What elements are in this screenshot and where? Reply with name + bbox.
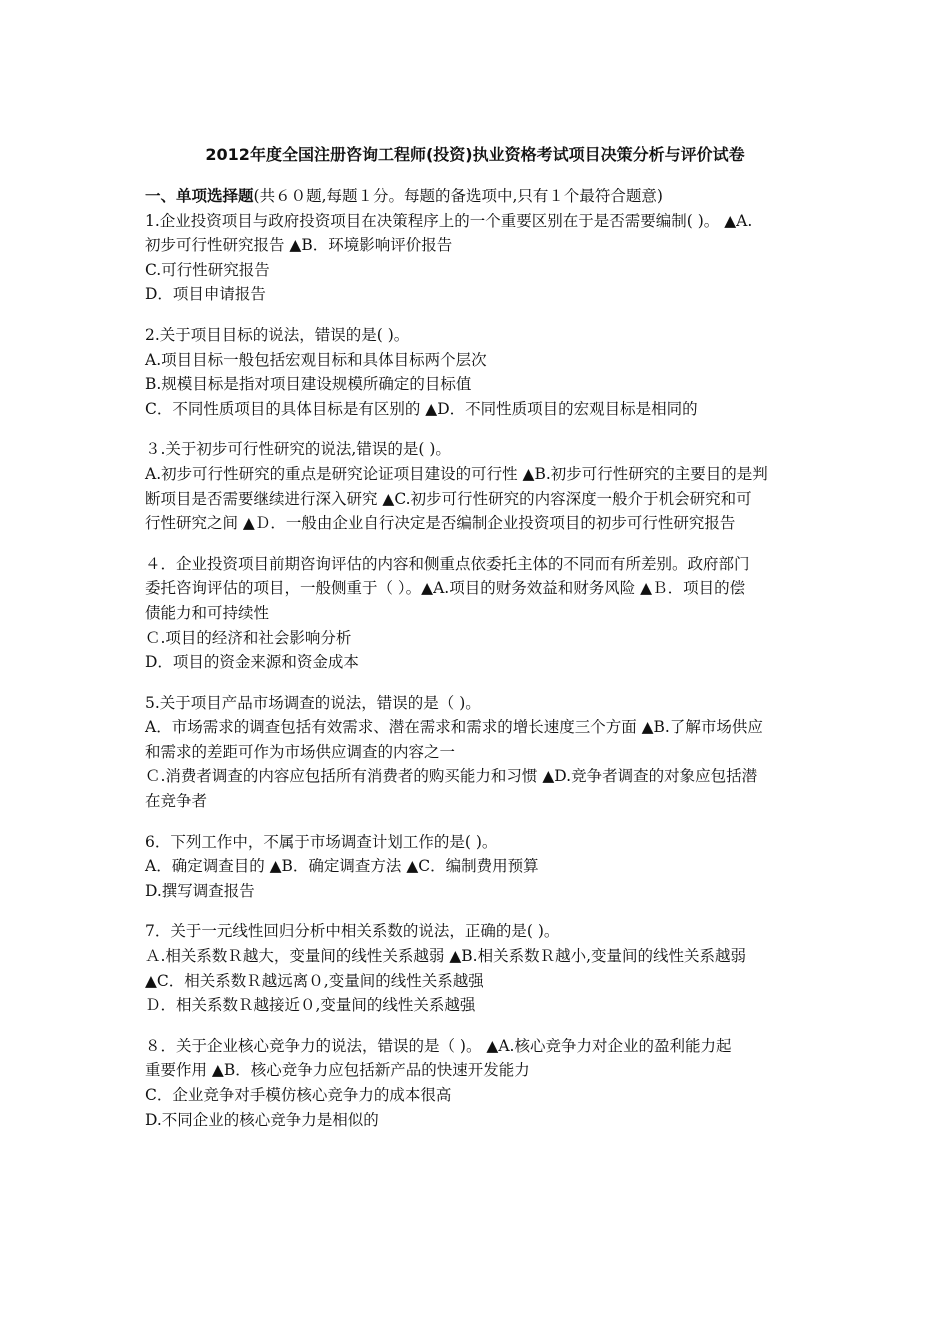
question-line: A.初步可行性研究的重点是研究论证项目建设的可行性 ▲B.初步可行性研究的主要目的是判 (145, 464, 768, 483)
question-line: D.不同企业的核心竞争力是相似的 (145, 1110, 379, 1129)
question-8 (145, 1034, 813, 1132)
spacer (145, 421, 813, 437)
spacer (145, 1018, 813, 1034)
question-line: ４．企业投资项目前期咨询评估的内容和侧重点依委托主体的不同而有所差别。政府部门 (145, 554, 750, 573)
question-line: Ａ.相关系数Ｒ越大，变量间的线性关系越弱 ▲B.相关系数Ｒ越小,变量间的线性关系越弱 (145, 947, 747, 966)
question-line: Ｄ．相关系数Ｒ越接近０,变量间的线性关系越强 (145, 996, 476, 1015)
spacer (145, 675, 813, 691)
question-line: 断项目是否需要继续进行深入研究 ▲C.初步可行性研究的内容深度一般介于机会研究和可 (145, 489, 752, 508)
question-line: 2.关于项目目标的说法，错误的是( )。 (145, 325, 410, 344)
question-line: ▲C．相关系数Ｒ越远离０,变量间的线性关系越强 (145, 971, 484, 990)
question-line: C．企业竞争对手模仿核心竞争力的成本很高 (145, 1086, 452, 1104)
section-heading-label: 一、单项选择题 (145, 187, 254, 205)
question-line: C.可行性研究报告 (145, 260, 270, 279)
question-line: D.撰写调查报告 (145, 881, 255, 900)
question-line: 7．关于一元线性回归分析中相关系数的说法，正确的是( )。 (145, 922, 560, 941)
question-line: 在竞争者 (145, 792, 208, 811)
question-line: 委托咨询评估的项目，一般侧重于（ ）。▲A.项目的财务效益和财务风险 ▲Ｂ．项目的偿 (145, 579, 746, 598)
question-line: 和需求的差距可作为市场供应调查的内容之一 (145, 742, 456, 761)
question-1 (145, 209, 813, 307)
question-line: 行性研究之间 ▲Ｄ．一般由企业自行决定是否编制企业投资项目的初步可行性研究报告 (145, 514, 736, 533)
document-title: 2012年度全国注册咨询工程师(投资)执业资格考试项目决策分析与评价试卷 (205, 145, 745, 164)
question-3 (145, 437, 813, 535)
question-2 (145, 323, 813, 421)
question-line: D．项目申请报告 (145, 285, 266, 304)
question-line: 初步可行性研究报告 ▲B．环境影响评价报告 (145, 236, 453, 255)
spacer (145, 814, 813, 830)
question-line: A．市场需求的调查包括有效需求、潜在需求和需求的增长速度三个方面 ▲B.了解市场供应 (145, 718, 763, 737)
question-line: 6．下列工作中，不属于市场调查计划工作的是( )。 (145, 832, 498, 851)
question-line: 债能力和可持续性 (145, 603, 270, 622)
question-line: B.规模目标是指对项目建设规模所确定的目标值 (145, 375, 472, 394)
question-6 (145, 830, 813, 904)
question-line: C．不同性质项目的具体目标是有区别的 ▲D．不同性质项目的宏观目标是相同的 (145, 399, 698, 418)
question-line: 1.企业投资项目与政府投资项目在决策程序上的一个重要区别在于是否需要编制( )。 ▲A. (145, 211, 753, 230)
question-line: ３.关于初步可行性研究的说法,错误的是( )。 (145, 440, 451, 459)
question-line: Ｃ.消费者调查的内容应包括所有消费者的购买能力和习惯 ▲D.竞争者调查的对象应包括潜 (145, 767, 758, 786)
question-line: A．确定调查目的 ▲B．确定调查方法 ▲C．编制费用预算 (145, 857, 539, 876)
question-line: 重要作用 ▲B．核心竞争力应包括新产品的快速开发能力 (145, 1061, 530, 1080)
question-line: ８．关于企业核心竞争力的说法，错误的是（ )。 ▲A.核心竞争力对企业的盈利能力起 (145, 1036, 732, 1055)
question-5 (145, 691, 813, 814)
spacer (145, 307, 813, 323)
question-line: 5.关于项目产品市场调查的说法，错误的是（ )。 (145, 693, 481, 712)
spacer (145, 903, 813, 919)
question-line: A.项目目标一般包括宏观目标和具体目标两个层次 (145, 350, 487, 369)
section-heading-note: (共６０题,每题１分。每题的备选项中,只有１个最符合题意) (253, 187, 663, 205)
question-4 (145, 552, 813, 675)
section-heading (145, 184, 813, 209)
question-line: D．项目的资金来源和资金成本 (145, 653, 359, 672)
spacer (145, 536, 813, 552)
question-line: Ｃ.项目的经济和社会影响分析 (145, 628, 352, 647)
document-body (145, 184, 813, 1132)
question-7 (145, 919, 813, 1017)
